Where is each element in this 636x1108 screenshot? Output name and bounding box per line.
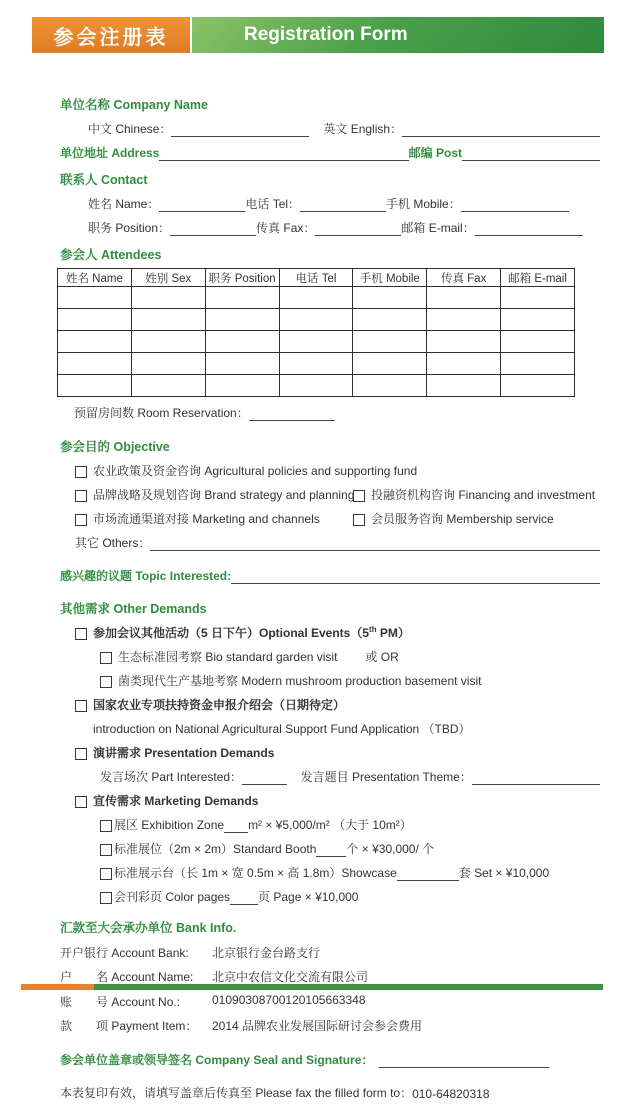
table-cell[interactable] — [131, 353, 205, 375]
checkbox-color-pages[interactable] — [100, 892, 112, 904]
account-no-label: 账 号 Account No.: — [60, 994, 181, 1009]
option-brand-label: 品牌战略及规划咨询 Brand strategy and planning — [93, 488, 355, 502]
table-row — [58, 309, 575, 331]
column-header-email: 邮箱 E-mail — [501, 269, 575, 287]
table-cell[interactable] — [501, 309, 575, 331]
contact-mobile-label: 手机 Mobile： — [386, 197, 461, 211]
address-row — [60, 144, 600, 161]
option-membership-label: 会员服务咨询 Membership service — [371, 512, 554, 526]
optional-events-label: 参加会议其他活动（5 日下午）Optional Events（5th PM） — [93, 625, 410, 640]
others-label: 其它 Others： — [75, 536, 151, 550]
english-name-field[interactable] — [402, 123, 600, 137]
national-fund-row — [75, 696, 600, 713]
contact-tel-field[interactable] — [300, 198, 386, 212]
room-reservation-row — [74, 404, 600, 421]
checkbox-mushroom-visit[interactable] — [100, 676, 112, 688]
topic-label: 感兴趣的议题 Topic Interested: — [60, 569, 232, 583]
post-field[interactable] — [462, 147, 600, 161]
table-cell[interactable] — [58, 353, 132, 375]
header-banner — [32, 17, 604, 53]
contact-email-field[interactable] — [475, 222, 583, 236]
bio-visit-label: 生态标准园考察 Bio standard garden visit — [118, 650, 338, 664]
table-cell[interactable] — [205, 353, 279, 375]
bank-row-account-no — [60, 993, 600, 1010]
address-field[interactable] — [159, 147, 408, 161]
exhibition-zone-label-post: m² × ¥5,000/m² （大于 10m²） — [248, 818, 412, 832]
bottom-divider-bar — [21, 984, 603, 990]
bottom-bar-orange-segment — [21, 984, 94, 990]
table-cell[interactable] — [131, 287, 205, 309]
table-cell[interactable] — [131, 375, 205, 397]
table-cell[interactable] — [279, 331, 353, 353]
section-other-demands: 其他需求 Other Demands — [60, 602, 207, 616]
bio-visit-row — [100, 648, 600, 665]
checkbox-agricultural-policies[interactable] — [75, 466, 87, 478]
showcase-label-pre: 标准展示台（长 1m × 宽 0.5m × 高 1.8m）Showcase — [114, 866, 397, 880]
mushroom-visit-label: 菌类现代生产基地考察 Modern mushroom production basement visit — [118, 674, 482, 688]
national-fund-label-cn: 国家农业专项扶持资金申报介绍会（日期待定） — [93, 698, 346, 712]
fax-note-text: 本表复印有效，请填写盖章后传真至 Please fax the filled form to： — [60, 1086, 413, 1100]
bank-row-payment-item — [60, 1017, 600, 1034]
presentation-theme-label: 发言题目 Presentation Theme： — [300, 770, 472, 784]
part-interested-label: 发言场次 Part Interested： — [100, 770, 243, 784]
section-bank-info: 汇款至大会承办单位 Bank Info. — [60, 921, 237, 935]
table-cell[interactable] — [501, 331, 575, 353]
topic-field[interactable] — [231, 570, 600, 584]
table-cell[interactable] — [353, 309, 427, 331]
exhibition-zone-field[interactable] — [224, 819, 248, 833]
table-cell[interactable] — [131, 309, 205, 331]
table-cell[interactable] — [205, 331, 279, 353]
form-title-english: Registration Form — [192, 17, 604, 53]
table-cell[interactable] — [58, 375, 132, 397]
table-cell[interactable] — [205, 375, 279, 397]
table-cell[interactable] — [279, 287, 353, 309]
table-cell[interactable] — [58, 287, 132, 309]
address-label: 单位地址 Address — [60, 146, 160, 160]
checkbox-marketing-channels[interactable] — [75, 514, 87, 526]
table-cell[interactable] — [205, 309, 279, 331]
table-cell[interactable] — [353, 375, 427, 397]
marketing-label: 宣传需求 Marketing Demands — [93, 794, 259, 808]
payment-item-label: 款 项 Payment Item： — [60, 1019, 198, 1033]
checkbox-brand-strategy[interactable] — [75, 490, 87, 502]
checkbox-exhibition-zone[interactable] — [100, 820, 112, 832]
contact-position-label: 职务 Position： — [88, 221, 171, 235]
showcase-field[interactable] — [397, 867, 459, 881]
table-cell[interactable] — [131, 331, 205, 353]
marketing-row — [75, 792, 600, 809]
section-contact: 联系人 Contact — [60, 173, 148, 187]
color-pages-field[interactable] — [230, 891, 258, 905]
color-pages-label-post: 页 Page × ¥10,000 — [258, 890, 359, 904]
table-row — [58, 287, 575, 309]
checkbox-bio-visit[interactable] — [100, 652, 112, 664]
contact-row-2 — [88, 219, 600, 236]
company-name-row — [88, 120, 600, 137]
table-cell[interactable] — [501, 287, 575, 309]
standard-booth-row — [100, 840, 600, 857]
checkbox-membership[interactable] — [353, 514, 365, 526]
account-bank-value: 北京银行金台路支行 — [212, 945, 321, 960]
contact-email-label: 邮箱 E-mail： — [401, 221, 475, 235]
table-cell[interactable] — [427, 375, 501, 397]
presentation-label: 演讲需求 Presentation Demands — [93, 746, 275, 760]
attendees-header-row — [58, 269, 575, 287]
optional-events-row — [75, 624, 600, 641]
signature-label: 参会单位盖章或领导签名 Company Seal and Signature： — [60, 1053, 374, 1067]
showcase-label-post: 套 Set × ¥10,000 — [458, 866, 550, 880]
table-cell[interactable] — [279, 309, 353, 331]
bank-row-account-bank — [60, 944, 600, 961]
table-cell[interactable] — [427, 353, 501, 375]
contact-name-label: 姓名 Name： — [88, 197, 160, 211]
signature-row — [60, 1051, 600, 1068]
section-attendees: 参会人 Attendees — [60, 248, 162, 262]
contact-name-field[interactable] — [159, 198, 245, 212]
exhibition-zone-label-pre: 展区 Exhibition Zone — [114, 818, 225, 832]
presentation-row — [75, 744, 600, 761]
section-company-name: 单位名称 Company Name — [60, 98, 208, 112]
table-cell[interactable] — [353, 331, 427, 353]
table-row — [58, 375, 575, 397]
column-header-fax: 传真 Fax — [427, 269, 501, 287]
account-bank-label: 开户银行 Account Bank: — [60, 945, 189, 960]
table-row — [58, 353, 575, 375]
national-fund-label-en: introduction on National Agricultural Support Fund Application （TBD） — [93, 722, 471, 736]
table-cell[interactable] — [58, 309, 132, 331]
objective-option-row — [75, 510, 600, 527]
checkbox-presentation[interactable] — [75, 748, 87, 760]
bank-row-account-name — [60, 968, 600, 985]
table-cell[interactable] — [501, 353, 575, 375]
table-cell[interactable] — [353, 287, 427, 309]
contact-mobile-field[interactable] — [461, 198, 569, 212]
table-cell[interactable] — [279, 375, 353, 397]
fax-number: 010-64820318 — [412, 1087, 490, 1101]
form-content — [60, 86, 600, 1108]
national-fund-en-row — [93, 720, 600, 737]
standard-booth-label-post: 个 × ¥30,000/ 个 — [346, 842, 435, 856]
table-cell[interactable] — [353, 353, 427, 375]
contact-position-field[interactable] — [170, 222, 256, 236]
english-name-label: 英文 English： — [323, 122, 403, 136]
column-header-sex: 姓别 Sex — [131, 269, 205, 287]
chinese-name-label: 中文 Chinese： — [88, 122, 172, 136]
form-title-chinese: 参会注册表 — [32, 17, 190, 53]
checkbox-marketing-demands[interactable] — [75, 796, 87, 808]
attendees-table — [57, 268, 575, 397]
fax-note-row — [60, 1084, 600, 1101]
table-row — [58, 331, 575, 353]
contact-row-1 — [88, 195, 600, 212]
or-label: 或 OR — [365, 650, 399, 664]
option-financing-label: 投融资机构咨询 Financing and investment — [371, 488, 596, 502]
table-cell[interactable] — [427, 309, 501, 331]
room-reservation-field[interactable] — [249, 407, 335, 421]
objective-option-row — [75, 462, 600, 479]
showcase-row — [100, 864, 600, 881]
exhibition-zone-row — [100, 816, 600, 833]
option-marketing-label: 市场流通渠道对接 Marketing and channels — [93, 512, 320, 526]
checkbox-showcase[interactable] — [100, 868, 112, 880]
chinese-name-field[interactable] — [171, 123, 309, 137]
topic-row — [60, 567, 600, 584]
section-objective: 参会目的 Objective — [60, 440, 170, 454]
contact-fax-label: 传真 Fax： — [256, 221, 316, 235]
table-cell[interactable] — [205, 287, 279, 309]
attendees-body — [58, 287, 575, 397]
color-pages-label-pre: 会刊彩页 Color pages — [114, 890, 231, 904]
others-field[interactable] — [150, 537, 600, 551]
table-cell[interactable] — [427, 287, 501, 309]
color-pages-row — [100, 888, 600, 905]
post-label: 邮编 Post — [408, 146, 462, 160]
account-name-value: 北京中农信文化交流有限公司 — [212, 970, 369, 984]
contact-tel-label: 电话 Tel： — [245, 197, 301, 211]
column-header-position: 职务 Position — [205, 269, 279, 287]
presentation-theme-field[interactable] — [472, 771, 600, 785]
column-header-tel: 电话 Tel — [279, 269, 353, 287]
room-reservation-label: 预留房间数 Room Reservation： — [74, 406, 249, 420]
account-name-label: 户 名 Account Name: — [60, 970, 194, 984]
part-interested-field[interactable] — [242, 771, 287, 785]
contact-fax-field[interactable] — [315, 222, 401, 236]
bottom-bar-green-segment — [94, 984, 603, 990]
column-header-mobile: 手机 Mobile — [353, 269, 427, 287]
others-row — [75, 534, 600, 551]
option-agricultural-label: 农业政策及资金咨询 Agricultural policies and supporting fund — [93, 464, 418, 478]
payment-item-value: 2014 品牌农业发展国际研讨会参会费用 — [212, 1019, 423, 1033]
signature-field[interactable] — [379, 1054, 549, 1068]
checkbox-financing[interactable] — [353, 490, 365, 502]
column-header-name: 姓名 Name — [58, 269, 132, 287]
standard-booth-field[interactable] — [316, 843, 346, 857]
checkbox-national-fund[interactable] — [75, 700, 87, 712]
presentation-detail-row — [100, 768, 600, 785]
table-cell[interactable] — [427, 331, 501, 353]
account-no-value: 01090308700120105663348 — [212, 992, 366, 1007]
checkbox-standard-booth[interactable] — [100, 844, 112, 856]
standard-booth-label-pre: 标准展位（2m × 2m）Standard Booth — [114, 842, 317, 856]
table-cell[interactable] — [501, 375, 575, 397]
checkbox-optional-events[interactable] — [75, 628, 87, 640]
table-cell[interactable] — [58, 331, 132, 353]
mushroom-visit-row — [100, 672, 600, 689]
table-cell[interactable] — [279, 353, 353, 375]
objective-option-row — [75, 486, 600, 503]
